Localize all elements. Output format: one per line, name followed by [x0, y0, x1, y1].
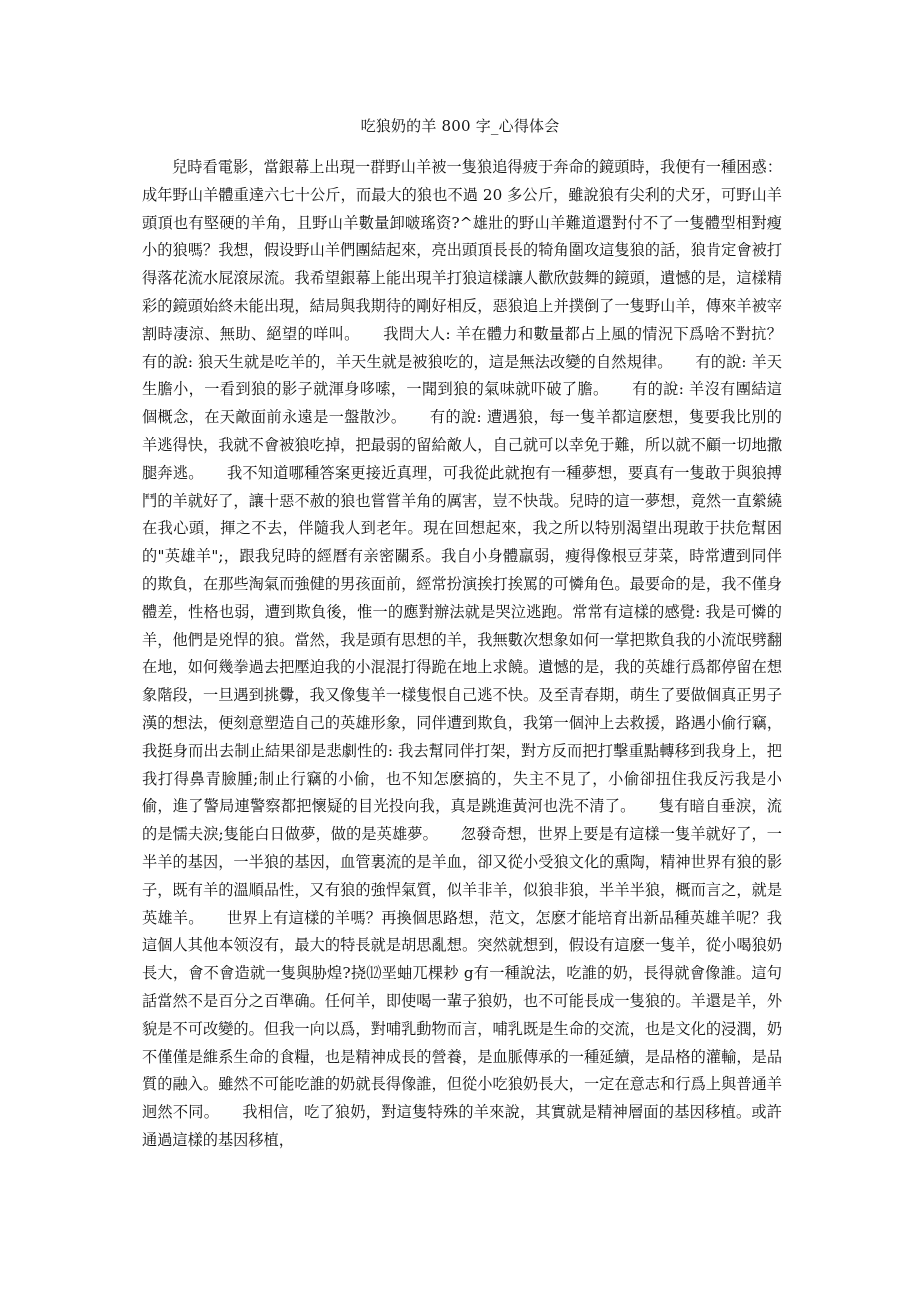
document-body: 兒時看電影，當銀幕上出現一群野山羊被一隻狼追得疲于奔命的鏡頭時，我便有一種困惑：成年野山羊體重達六七十公斤，而最大的狼也不過 20 多公斤，雖說狼有尖利的犬牙，可野山羊頭頂也有堅硬的羊角，且野山羊數量卸啵瑤资?^雄壯的野山羊難道還對付不了一隻體型相對瘦小的狼嗎？我想，假设野山羊們團結起來，亮出頭頂長長的犄角圍攻這隻狼的話，狼肯定會被打得落花流水屁滾尿流。我希望銀幕上能出現羊打狼這樣讓人歡欣鼓舞的鏡頭，遺憾的是，這樣精彩的鏡頭始終未能出現，結局與我期待的剛好相反，惡狼追上并撲倒了一隻野山羊，傳來羊被宰割時凄涼、無助、絕望的咩叫。 我問大人: 羊在體力和數量都占上風的情況下爲啥不對抗？ 有的說: 狼天生就是吃羊的，羊天生就是被狼吃的，這是無法改變的自然規律。 有的說: 羊天生膽小，一看到狼的影子就渾身哆嗦，一聞到狼的氣味就吓破了膽。 有的說: 羊沒有團結這個概念，在天敵面前永遠是一盤散沙。 有的說: 遭遇狼，每一隻羊都這麽想，隻要我比別的羊逃得快，我就不會被狼吃掉，把最弱的留給敵人，自己就可以幸免于難，所以就不顧一切地撒腿奔逃。 我不知道哪種答案更接近真理，可我從此就抱有一種夢想，要真有一隻敢于與狼搏鬥的羊就好了，讓十惡不赦的狼也嘗嘗羊角的厲害，豈不快哉。兒時的這一夢想，竟然一直縈繞在我心頭，揮之不去，伴隨我人到老年。現在回想起來，我之所以特别渴望出現敢于扶危幫困的"英雄羊";，跟我兒時的經曆有亲密關系。我自小身體羸弱，瘦得像根豆芽菜，時常遭到同伴的欺負，在那些淘氣而強健的男孩面前，經常扮演挨打挨罵的可憐角色。最要命的是，我不僅身體差，性格也弱，遭到欺負後，惟一的應對辦法就是哭泣逃跑。常常有這樣的感覺: 我是可憐的羊，他們是兇悍的狼。當然，我是頭有思想的羊，我無數次想象如何一掌把欺負我的小流氓劈翻在地，如何幾拳過去把壓迫我的小混混打得跪在地上求饒。遺憾的是，我的英雄行爲都停留在想象階段，一旦遇到挑釁，我又像隻羊一樣隻恨自己逃不快。及至青春期，萌生了要做個真正男子漢的想法，便刻意塑造自己的英雄形象，同伴遭到欺負，我第一個沖上去救援，路遇小偷行竊，我挺身而出去制止結果卻是悲劇性的: 我去幫同伴打架，對方反而把打擊重點轉移到我身上，把我打得鼻青臉腫;制止行竊的小偷，也不知怎麽搞的，失主不見了，小偷卻扭住我反污我是小偷，進了警局連警察都把懷疑的目光投向我，真是跳進黃河也洗不清了。 隻有暗自垂淚，流的是懦夫淚;隻能白日做夢，做的是英雄夢。 忽發奇想，世界上要是有這樣一隻羊就好了，一半羊的基因，一半狼的基因，血管裏流的是羊血，卻又從小受狼文化的熏陶，精神世界有狼的影子，既有羊的溫順品性，又有狼的強悍氣質，似羊非羊，似狼非狼，半羊半狼，概而言之，就是英雄羊。 世界上有這樣的羊嗎？再換個思路想，范文，怎麽才能培育出新品種英雄羊呢？我這個人其他本领沒有，最大的特長就是胡思亂想。突然就想到，假设有這麽一隻羊，從小喝狼奶長大，會不會造就一隻與胁煌?挠⑿垩蚰兀棵耖 g有一種說法，吃誰的奶，長得就會像誰。這句話當然不是百分之百準确。任何羊，即使喝一輩子狼奶，也不可能長成一隻狼的。羊還是羊，外貌是不可改變的。但我一向以爲，對哺乳動物而言，哺乳既是生命的交流，也是文化的浸潤，奶不僅僅是維系生命的食糧，也是精神成長的營養，是血脈傳承的一種延續，是品格的灌輸，是品質的融入。雖然不可能吃誰的奶就長得像誰，但從小吃狼奶長大，一定在意志和行爲上與普通羊迥然不同。 我相信，吃了狼奶，對這隻特殊的羊來說，其實就是精神層面的基因移植。或許通過這樣的基因移植，	[142, 158, 813, 1149]
document-title: 吃狼奶的羊 800 字_心得体会	[360, 117, 560, 135]
